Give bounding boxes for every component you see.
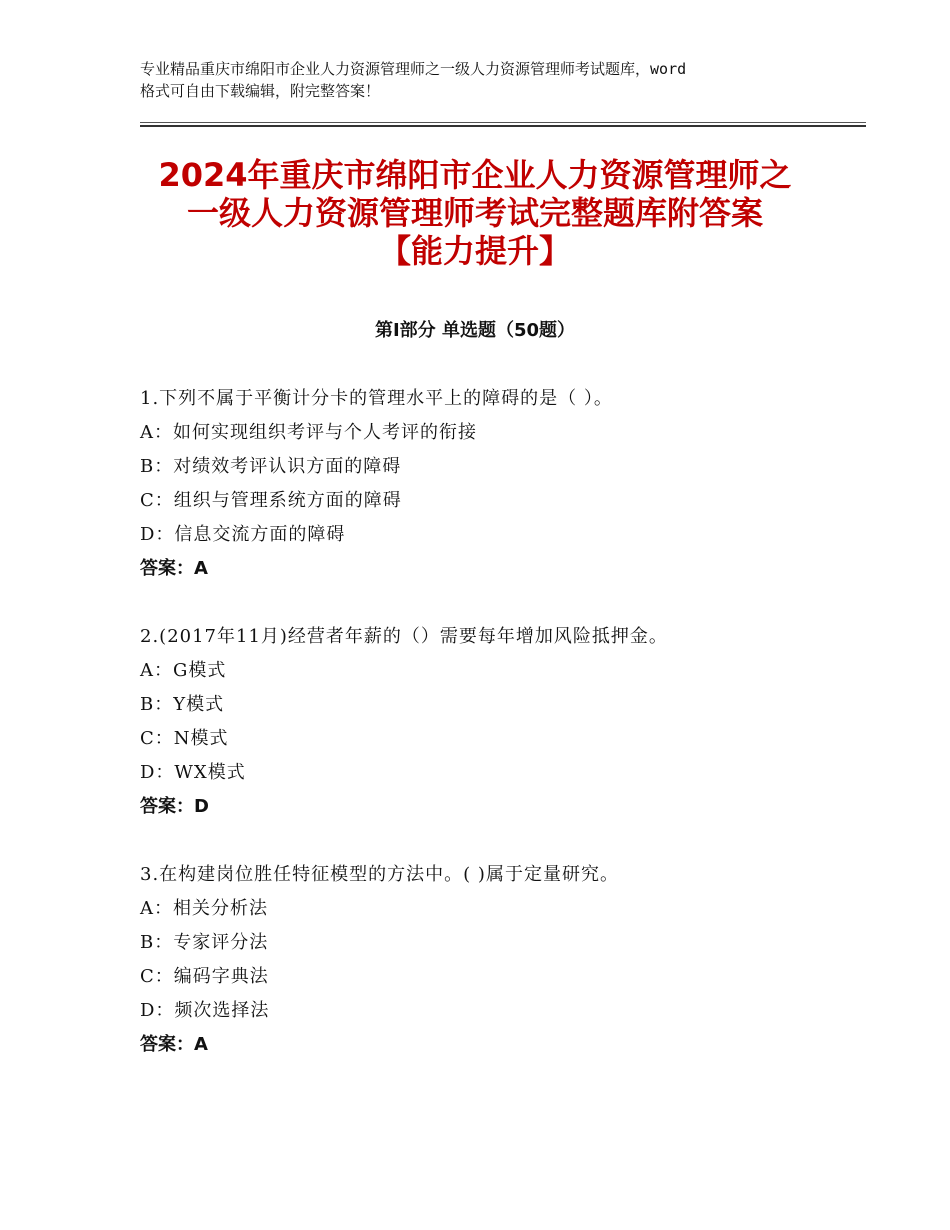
question-list xyxy=(140,382,860,1096)
question-stem: 1.下列不属于平衡计分卡的管理水平上的障碍的是（ ）。 xyxy=(140,388,613,409)
header-note-line-2: 格式可自由下载编辑，附完整答案！ xyxy=(140,82,381,100)
question-stem: 3.在构建岗位胜任特征模型的方法中。( )属于定量研究。 xyxy=(140,864,619,885)
option-c: C：组织与管理系统方面的障碍 xyxy=(140,490,402,511)
option-d: D：频次选择法 xyxy=(140,1000,270,1021)
header-note xyxy=(140,58,840,102)
option-d: D：WX模式 xyxy=(140,762,246,783)
answer-label: 答案：D xyxy=(140,796,209,817)
option-c: C：N模式 xyxy=(140,728,229,749)
option-a: A：如何实现组织考评与个人考评的衔接 xyxy=(140,422,477,443)
question-1 xyxy=(140,382,860,586)
option-a: A：相关分析法 xyxy=(140,898,268,919)
title-line-3: 【能力提升】 xyxy=(378,232,571,270)
question-3 xyxy=(140,858,860,1062)
section-heading: 第Ⅰ部分 单选题（50题） xyxy=(374,320,575,341)
answer-label: 答案：A xyxy=(140,558,208,579)
option-c: C：编码字典法 xyxy=(140,966,269,987)
option-b: B：对绩效考评认识方面的障碍 xyxy=(140,456,402,477)
header-rule-thick xyxy=(140,125,866,127)
title-line-2: 一级人力资源管理师考试完整题库附答案 xyxy=(186,194,763,232)
option-a: A：G模式 xyxy=(140,660,227,681)
header-note-line-1: 专业精品重庆市绵阳市企业人力资源管理师之一级人力资源管理师考试题库，word xyxy=(140,60,687,78)
option-b: B：专家评分法 xyxy=(140,932,269,953)
title-line-1: 2024年重庆市绵阳市企业人力资源管理师之 xyxy=(158,156,792,194)
answer-label: 答案：A xyxy=(140,1034,208,1055)
question-stem: 2.(2017年11月)经营者年薪的（）需要每年增加风险抵押金。 xyxy=(140,626,668,647)
document-title xyxy=(0,156,950,270)
option-d: D：信息交流方面的障碍 xyxy=(140,524,346,545)
header-rule-thin xyxy=(140,122,866,123)
option-b: B：Y模式 xyxy=(140,694,225,715)
question-2 xyxy=(140,620,860,824)
